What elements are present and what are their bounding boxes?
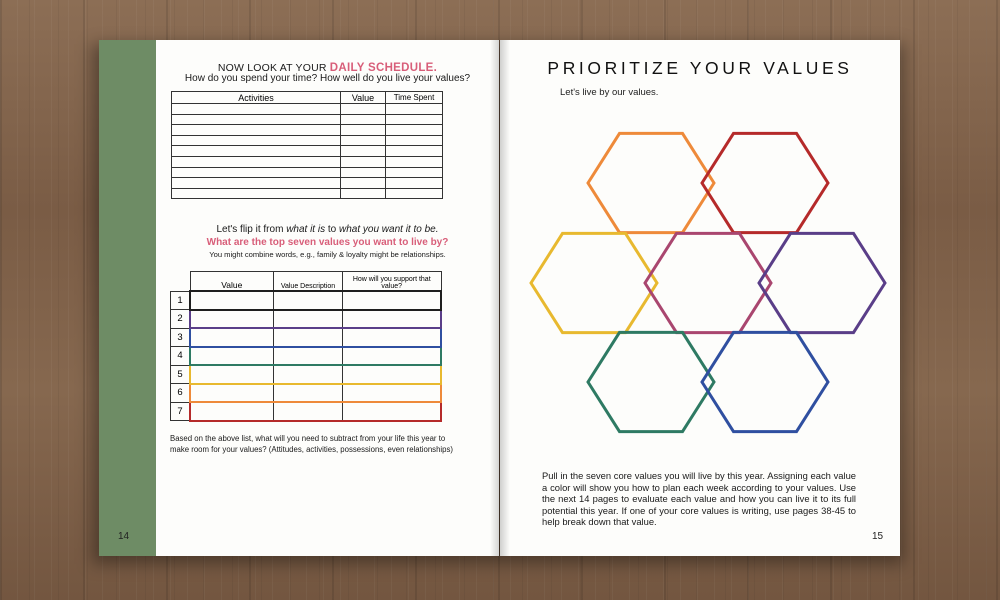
col-value-name: Value <box>190 272 274 292</box>
schedule-row[interactable] <box>172 167 443 178</box>
value-row <box>171 402 442 421</box>
reflection-prompt: Based on the above list, what will you need to subtract from your life this year to make room for your values? (Attitudes, activities, possessions, even relationships) <box>170 434 453 454</box>
schedule-cell[interactable] <box>172 135 341 146</box>
schedule-row[interactable] <box>172 178 443 189</box>
heading-highlight: DAILY SCHEDULE. <box>329 62 438 74</box>
hexagon-magenta[interactable] <box>645 233 771 332</box>
value-row <box>171 384 442 403</box>
value-row-number: 6 <box>171 384 191 403</box>
schedule-cell[interactable] <box>341 167 386 178</box>
value-support-cell[interactable] <box>343 384 442 403</box>
value-description-cell[interactable] <box>274 310 343 329</box>
schedule-row[interactable] <box>172 104 443 115</box>
flip-instruction: Let's flip it from what it is to what you want it to be. <box>216 224 439 235</box>
schedule-row[interactable] <box>172 135 443 146</box>
page-subtitle: Let's live by our values. <box>560 87 659 98</box>
schedule-cell[interactable] <box>172 125 341 136</box>
schedule-cell[interactable] <box>172 156 341 167</box>
value-row-number: 2 <box>171 310 191 329</box>
schedule-header-row <box>172 92 443 104</box>
schedule-cell[interactable] <box>341 104 386 115</box>
schedule-cell[interactable] <box>172 178 341 189</box>
schedule-subheading: How do you spend your time? How well do you live your values? <box>184 73 471 84</box>
hexagon-grid <box>500 40 900 470</box>
page-number-right: 15 <box>872 531 884 542</box>
value-row <box>171 310 442 329</box>
hexagon-blue[interactable] <box>702 332 828 431</box>
schedule-row[interactable] <box>172 146 443 157</box>
col-time-spent: Time Spent <box>386 92 443 104</box>
schedule-cell[interactable] <box>341 125 386 136</box>
value-row-number: 7 <box>171 402 191 421</box>
schedule-cell[interactable] <box>341 135 386 146</box>
page-number-left: 14 <box>118 531 130 542</box>
value-support-cell[interactable] <box>343 365 442 384</box>
schedule-cell[interactable] <box>172 188 341 199</box>
hexagon-green[interactable] <box>588 332 714 431</box>
instructions-paragraph: Pull in the seven core values you will live by this year. Assigning each value a color will show you how to plan each week according to your values. Use the next 14 pages to evaluate each value and how you can live it to its full potential this year. If one of your core values is writing, use pages 38-45 to help break down that value. <box>542 470 856 528</box>
value-support-cell[interactable] <box>343 310 442 329</box>
value-description-cell[interactable] <box>274 291 343 310</box>
schedule-cell[interactable] <box>341 146 386 157</box>
schedule-cell[interactable] <box>386 104 443 115</box>
value-description-cell[interactable] <box>274 328 343 347</box>
value-name-cell[interactable] <box>190 310 274 329</box>
col-value: Value <box>341 92 386 104</box>
value-name-cell[interactable] <box>190 384 274 403</box>
schedule-cell[interactable] <box>386 178 443 189</box>
values-question: What are the top seven values you want to live by? <box>206 237 449 248</box>
value-row <box>171 347 442 366</box>
book-spine <box>490 40 510 556</box>
schedule-cell[interactable] <box>386 135 443 146</box>
schedule-cell[interactable] <box>341 156 386 167</box>
value-name-cell[interactable] <box>190 347 274 366</box>
value-name-cell[interactable] <box>190 328 274 347</box>
schedule-cell[interactable] <box>386 188 443 199</box>
schedule-row[interactable] <box>172 156 443 167</box>
value-description-cell[interactable] <box>274 347 343 366</box>
hexagon-yellow[interactable] <box>531 233 657 332</box>
value-name-cell[interactable] <box>190 291 274 310</box>
schedule-cell[interactable] <box>341 188 386 199</box>
col-activities: Activities <box>172 92 341 104</box>
col-support: How will you support that value? <box>343 272 442 292</box>
value-name-cell[interactable] <box>190 365 274 384</box>
schedule-cell[interactable] <box>386 125 443 136</box>
schedule-row[interactable] <box>172 125 443 136</box>
value-support-cell[interactable] <box>343 347 442 366</box>
value-row-number: 1 <box>171 291 191 310</box>
value-row <box>171 291 442 310</box>
schedule-cell[interactable] <box>341 178 386 189</box>
values-header-row <box>171 272 442 292</box>
values-table <box>170 271 442 422</box>
value-row <box>171 328 442 347</box>
schedule-cell[interactable] <box>172 114 341 125</box>
schedule-cell[interactable] <box>386 156 443 167</box>
value-support-cell[interactable] <box>343 291 442 310</box>
schedule-row[interactable] <box>172 188 443 199</box>
values-hint: You might combine words, e.g., family & loyalty might be relationships. <box>209 250 446 259</box>
value-description-cell[interactable] <box>274 365 343 384</box>
schedule-table <box>171 91 443 199</box>
left-page <box>99 40 499 556</box>
value-description-cell[interactable] <box>274 402 343 421</box>
value-row-number: 4 <box>171 347 191 366</box>
page-title: PRIORITIZE YOUR VALUES <box>547 58 853 78</box>
green-sidebar <box>99 40 156 556</box>
hexagon-orange[interactable] <box>588 133 714 232</box>
schedule-cell[interactable] <box>386 114 443 125</box>
value-row-number: 5 <box>171 365 191 384</box>
right-page <box>500 40 900 556</box>
value-support-cell[interactable] <box>343 402 442 421</box>
hexagon-red[interactable] <box>702 133 828 232</box>
value-name-cell[interactable] <box>190 402 274 421</box>
schedule-row[interactable] <box>172 114 443 125</box>
schedule-cell[interactable] <box>386 146 443 157</box>
schedule-cell[interactable] <box>386 167 443 178</box>
hexagon-purple[interactable] <box>759 233 885 332</box>
schedule-cell[interactable] <box>172 167 341 178</box>
schedule-cell[interactable] <box>172 146 341 157</box>
value-row <box>171 365 442 384</box>
value-support-cell[interactable] <box>343 328 442 347</box>
schedule-cell[interactable] <box>172 104 341 115</box>
col-value-description: Value Description <box>274 272 343 292</box>
value-row-number: 3 <box>171 328 191 347</box>
schedule-cell[interactable] <box>341 114 386 125</box>
daily-schedule-heading: NOW LOOK AT YOUR DAILY SCHEDULE. <box>217 62 438 74</box>
value-description-cell[interactable] <box>274 384 343 403</box>
